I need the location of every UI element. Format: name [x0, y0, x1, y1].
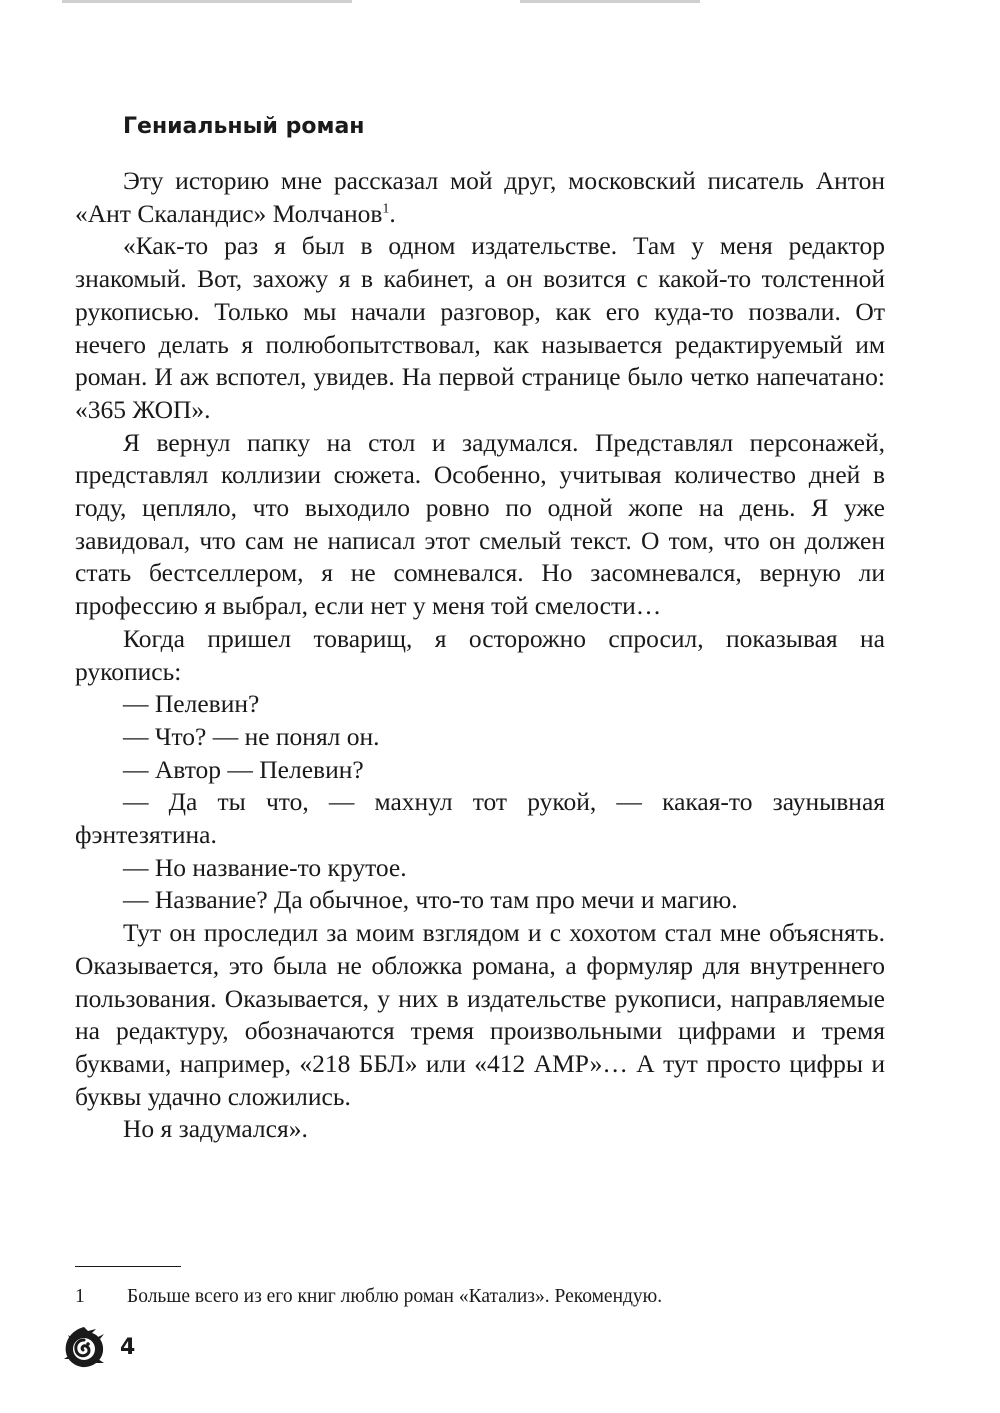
footnote-number: 1 — [75, 1286, 85, 1307]
chapter-heading: Гениальный роман — [123, 114, 365, 139]
dialogue-line: — Что? — не понял он. — [123, 721, 380, 751]
paragraph: «Как-то раз я был в одном издательстве. Там у меня редактор знакомый. Вот, захожу я в кабинет, а он возится с какой-то толстенной рукописью. Только мы начали разговор, как его куда-то позвали. От нечего делать я полюбопытствовал, как называется редактируемый им роман. И аж вспотел, увидев. На первой странице было четко напечатано: «365 ЖОП». — [75, 231, 885, 424]
dialogue-line: — Название? Да обычное, что-то там про мечи и магию. — [123, 885, 738, 915]
paragraph: Тут он проследил за моим взглядом и с хохотом стал мне объяснять. Оказывается, это была не обложка романа, а формуляр для внутреннего пользования. Оказывается, у них в издательстве рукописи, направляемые на редактуру, обозначаются тремя произвольными цифрами и тремя буквами, например, «218 ББЛ» или «412 АМР»… А тут просто цифры и буквы удачно сложились. — [75, 918, 885, 1111]
top-decorative-rule — [62, 0, 352, 3]
paragraph-text: Эту историю мне рассказал мой друг, московский писатель Антон «Ант Скаландис» Молчанов — [75, 166, 885, 228]
footnote-reference[interactable]: 1 — [382, 201, 390, 217]
page-body — [75, 110, 885, 1146]
paragraph: Я вернул папку на стол и задумался. Представлял персонажей, представлял коллизии сюжета. Особенно, учитывая количество дней в году, цепляло, что выходило ровно по одной жопе на день. Я уже завидовал, что сам не написал этот смелый текст. О том, что он должен стать бестселлером, я не сомневался. Но засомневался, верную ли профессию я выбрал, если нет у меня той смелости… — [75, 427, 885, 621]
footnote-separator — [75, 1266, 181, 1267]
dialogue-line: — Да ты что, — махнул тот рукой, — какая-то заунывная фэнтезятина. — [75, 787, 885, 850]
paragraph — [75, 165, 885, 230]
page-number: 4 — [120, 1334, 136, 1360]
dialogue-line: — Пелевин? — [123, 689, 260, 719]
paragraph: Когда пришел товарищ, я осторожно спросил, показывая на рукопись: — [75, 623, 885, 686]
dialogue-line: — Автор — Пелевин? — [123, 754, 364, 784]
paragraph-end: . — [389, 198, 396, 228]
footnote-text: Больше всего из его книг люблю роман «Катализ». Рекомендую. — [127, 1286, 663, 1307]
page-folio — [62, 1322, 135, 1372]
top-decorative-rule — [520, 0, 700, 3]
paragraph: Но я задумался». — [123, 1114, 308, 1144]
footnote — [75, 1284, 895, 1310]
dialogue-line: — Но название-то крутое. — [123, 852, 407, 882]
dragon-logo-icon — [62, 1325, 106, 1369]
